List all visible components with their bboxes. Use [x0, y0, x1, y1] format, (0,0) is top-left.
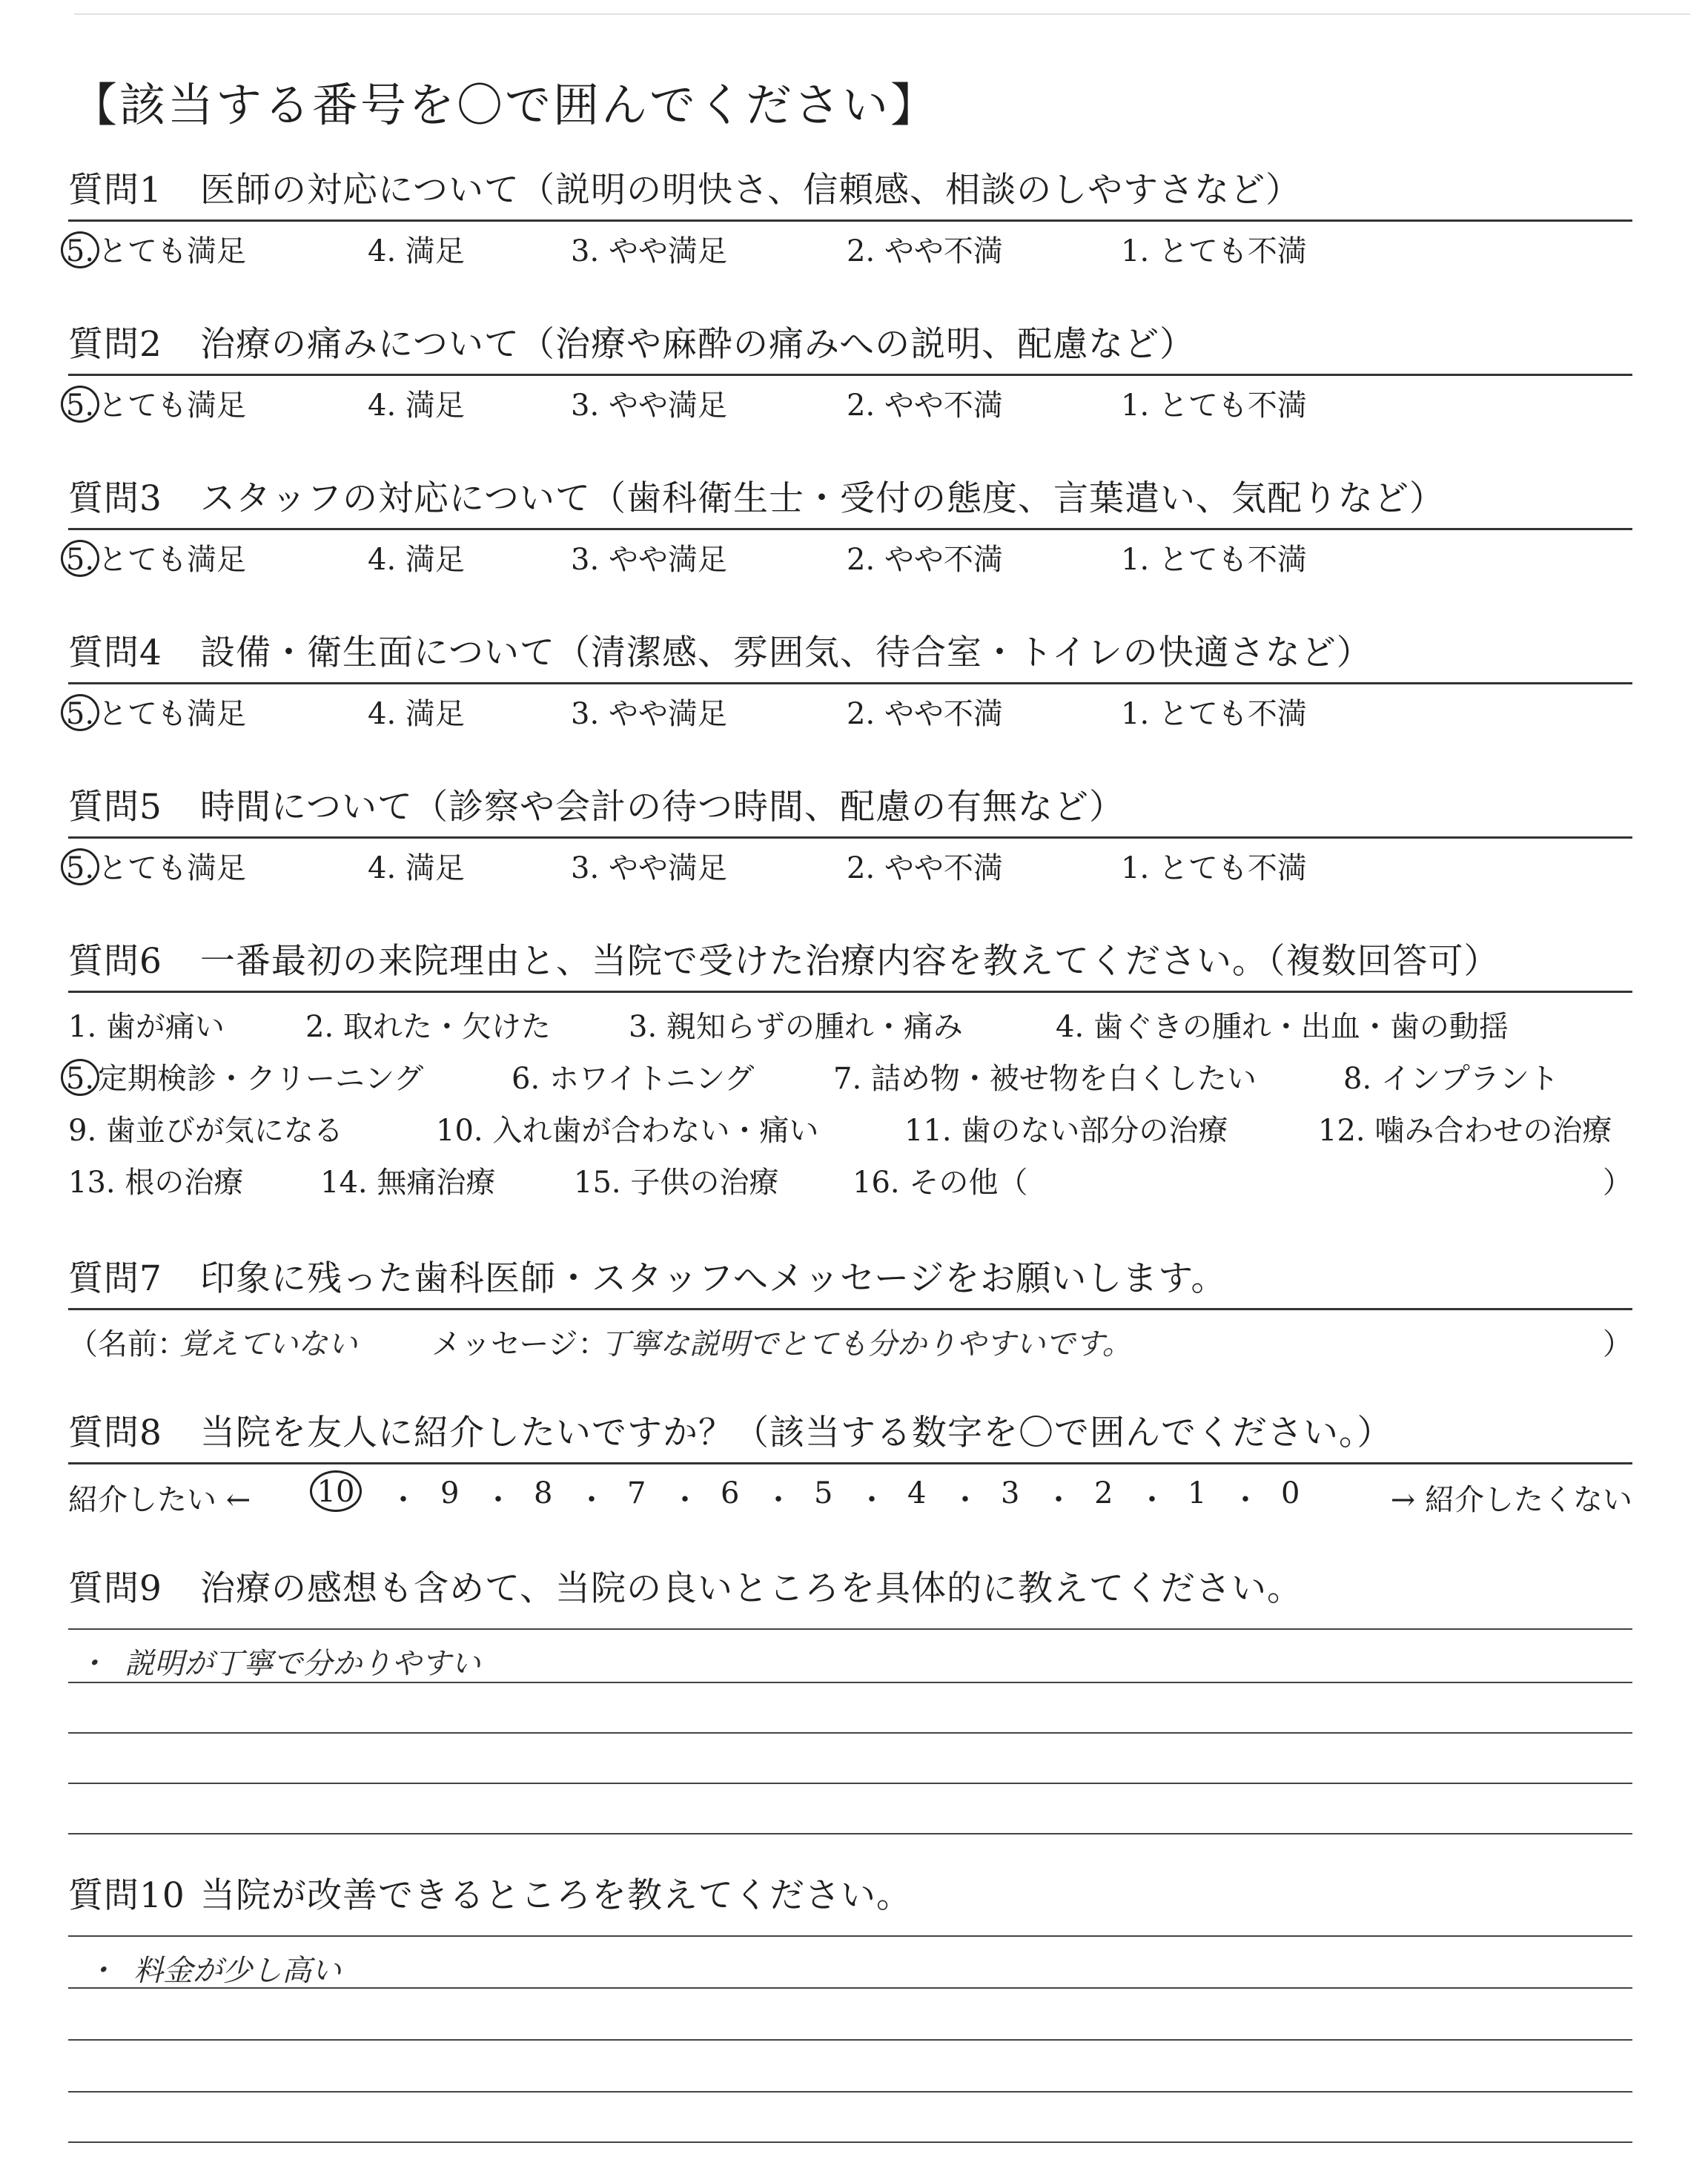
question-5 — [65, 785, 1632, 886]
option-toothache[interactable]: 1. 歯が痛い — [68, 1010, 225, 1044]
question-6 — [65, 939, 1632, 1206]
question-number: 質問7 — [68, 1258, 162, 1299]
scale-value-1[interactable]: 1 — [1188, 1476, 1207, 1510]
option-label: とても満足 — [98, 851, 246, 885]
answer-line — [68, 1783, 1632, 1784]
question-text: 医師の対応について（説明の明快さ、信頼感、相談のしやすさなど） — [200, 170, 1302, 211]
option-dentures[interactable]: 10. 入れ歯が合わない・痛い — [436, 1114, 819, 1148]
question-number: 質問4 — [68, 633, 162, 673]
question-text: 当院を友人に紹介したいですか？（該当する数字を〇で囲んでください。） — [200, 1413, 1393, 1453]
scale-value-6[interactable]: 6 — [721, 1476, 740, 1510]
question-rule — [68, 991, 1632, 993]
option-gum[interactable]: 4. 歯ぐきの腫れ・出血・歯の動揺 — [1056, 1010, 1509, 1044]
question-rule — [68, 528, 1632, 530]
option-1[interactable]: 1. とても不満 — [1121, 697, 1307, 731]
option-1[interactable]: 1. とても不満 — [1121, 851, 1307, 885]
answer-area-q10[interactable] — [68, 1935, 1632, 2158]
question-rule — [68, 219, 1632, 222]
question-text: 当院が改善できるところを教えてください。 — [200, 1875, 912, 1916]
scale-value-3[interactable]: 3 — [1001, 1476, 1020, 1510]
option-alignment[interactable]: 9. 歯並びが気になる — [68, 1114, 343, 1148]
option-row — [68, 999, 1632, 1051]
option-5[interactable] — [65, 690, 246, 733]
question-number: 質問8 — [68, 1413, 162, 1453]
question-8 — [68, 1410, 1632, 1516]
question-rule — [68, 682, 1632, 684]
option-children[interactable]: 15. 子供の治療 — [574, 1166, 779, 1200]
question-number: 質問10 — [68, 1875, 185, 1916]
option-2[interactable]: 2. やや不満 — [847, 697, 1003, 731]
question-number: 質問1 — [68, 170, 162, 211]
form-title: 【該当する番号を〇で囲んでください】 — [71, 78, 939, 132]
message-line — [68, 1315, 1632, 1362]
option-2[interactable]: 2. やや不満 — [847, 851, 1003, 885]
question-text: 印象に残った歯科医師・スタッフへメッセージをお願いします。 — [200, 1258, 1227, 1299]
option-painless[interactable]: 14. 無痛治療 — [320, 1166, 496, 1200]
option-chipped[interactable]: 2. 取れた・欠けた — [305, 1010, 551, 1044]
question-text: 治療の感想も含めて、当院の良いところを具体的に教えてください。 — [200, 1568, 1303, 1609]
option-1[interactable]: 1. とても不満 — [1121, 389, 1307, 423]
question-text: スタッフの対応について（歯科衛生士・受付の態度、言葉遣い、気配りなど） — [200, 478, 1446, 519]
scale-left-label: 紹介したい ← — [68, 1483, 251, 1517]
answer-line — [68, 2091, 1632, 2093]
message-label: メッセージ： — [431, 1327, 608, 1361]
question-4 — [65, 630, 1632, 732]
selected-circle: 5. — [61, 848, 99, 885]
selected-circle: 5. — [61, 386, 99, 423]
option-checkup[interactable] — [65, 1055, 424, 1097]
answer-line — [68, 1935, 1632, 1937]
selected-circle: 5. — [61, 231, 99, 268]
scale-separator: ・ — [483, 1483, 513, 1517]
rating-options — [65, 226, 1632, 269]
scale-separator: ・ — [1137, 1483, 1167, 1517]
question-text: 治療の痛みについて（治療や麻酔の痛みへの説明、配慮など） — [200, 324, 1196, 365]
name-value[interactable]: 覚えていない — [179, 1327, 357, 1361]
option-2[interactable]: 2. やや不満 — [847, 389, 1003, 423]
option-root-canal[interactable]: 13. 根の治療 — [68, 1166, 244, 1200]
answer-text[interactable]: ・ 説明が丁寧で分かりやすい — [77, 1647, 481, 1681]
scale-value-8[interactable]: 8 — [534, 1476, 553, 1510]
option-3[interactable]: 3. やや満足 — [571, 697, 727, 731]
answer-text[interactable]: ・ 料金が少し高い — [86, 1954, 342, 1988]
answer-line — [68, 2039, 1632, 2041]
rating-options — [65, 380, 1632, 423]
question-rule — [68, 374, 1632, 376]
option-row — [68, 1155, 1632, 1206]
question-rule — [68, 1462, 1632, 1464]
question-rule — [68, 836, 1632, 839]
scale-value-2[interactable]: 2 — [1094, 1476, 1113, 1510]
answer-line — [68, 1833, 1632, 1834]
option-1[interactable]: 1. とても不満 — [1121, 543, 1307, 577]
scale-value-0[interactable]: 0 — [1281, 1476, 1300, 1510]
selected-circle: 5. — [61, 540, 99, 577]
option-5[interactable] — [65, 845, 246, 887]
option-5[interactable] — [65, 382, 246, 424]
close-paren: ） — [1603, 1166, 1632, 1200]
answer-line — [68, 1732, 1632, 1734]
scale-value-10[interactable]: 10 — [310, 1470, 362, 1512]
question-number: 質問6 — [68, 941, 162, 982]
scale-separator: ・ — [857, 1483, 887, 1517]
option-label: とても満足 — [98, 234, 246, 268]
answer-line — [68, 1682, 1632, 1683]
answer-area-q9[interactable] — [68, 1628, 1632, 1851]
question-number: 質問2 — [68, 324, 162, 365]
option-missing-teeth[interactable]: 11. 歯のない部分の治療 — [904, 1114, 1228, 1148]
option-4[interactable]: 4. 満足 — [368, 234, 465, 268]
scale-value-9[interactable]: 9 — [440, 1476, 460, 1510]
question-1 — [65, 168, 1632, 269]
option-4[interactable]: 4. 満足 — [368, 543, 465, 577]
option-4[interactable]: 4. 満足 — [368, 697, 465, 731]
question-2 — [65, 322, 1632, 423]
question-number: 質問9 — [68, 1568, 162, 1609]
option-3[interactable]: 3. やや満足 — [571, 851, 727, 885]
option-3[interactable]: 3. やや満足 — [571, 543, 727, 577]
option-1[interactable]: 1. とても不満 — [1121, 234, 1307, 268]
option-5[interactable] — [65, 536, 246, 578]
option-white-fillings[interactable]: 7. 詰め物・被せ物を白くしたい — [833, 1062, 1257, 1096]
question-number: 質問5 — [68, 787, 162, 828]
question-7 — [68, 1256, 1632, 1362]
answer-line — [68, 2141, 1632, 2143]
scale-separator: ・ — [670, 1483, 700, 1517]
name-label: （名前： — [68, 1327, 187, 1361]
scale-separator: ・ — [577, 1483, 606, 1517]
scale-separator: ・ — [950, 1483, 980, 1517]
scale-separator: ・ — [388, 1483, 418, 1517]
message-value[interactable]: 丁寧な説明でとても分かりやすいです。 — [600, 1327, 1132, 1361]
option-2[interactable]: 2. やや不満 — [847, 543, 1003, 577]
option-2[interactable]: 2. やや不満 — [847, 234, 1003, 268]
close-paren: ） — [1603, 1327, 1632, 1361]
rating-options — [65, 689, 1632, 732]
question-9 — [68, 1566, 1632, 1612]
option-label: とても満足 — [98, 543, 246, 577]
question-rule — [68, 1308, 1632, 1310]
option-bite[interactable]: 12. 噛み合わせの治療 — [1318, 1114, 1612, 1148]
option-row — [65, 1051, 1632, 1103]
question-text: 一番最初の来院理由と、当院で受けた治療内容を教えてください。（複数回答可） — [200, 941, 1500, 982]
option-row — [68, 1103, 1632, 1155]
option-implant[interactable]: 8. インプラント — [1343, 1062, 1559, 1096]
option-5[interactable] — [65, 228, 246, 270]
option-4[interactable]: 4. 満足 — [368, 851, 465, 885]
option-label: とても満足 — [98, 389, 246, 423]
option-4[interactable]: 4. 満足 — [368, 389, 465, 423]
question-text: 設備・衛生面について（清潔感、雰囲気、待合室・トイレの快適さなど） — [200, 633, 1372, 673]
option-label: とても満足 — [98, 697, 246, 731]
option-other[interactable]: 16. その他（ — [853, 1166, 1028, 1200]
question-text: 時間について（診察や会計の待つ時間、配慮の有無など） — [200, 787, 1125, 828]
option-3[interactable]: 3. やや満足 — [571, 389, 727, 423]
rating-options — [65, 843, 1632, 886]
option-whitening[interactable]: 6. ホワイトニング — [512, 1062, 755, 1096]
answer-line — [68, 1987, 1632, 1989]
scale-value-4[interactable]: 4 — [907, 1476, 927, 1510]
rating-options — [65, 535, 1632, 578]
option-3[interactable]: 3. やや満足 — [571, 234, 727, 268]
question-number: 質問3 — [68, 478, 162, 519]
scale-value-5[interactable]: 5 — [814, 1476, 833, 1510]
recommend-scale — [68, 1469, 1632, 1516]
option-wisdom-tooth[interactable]: 3. 親知らずの腫れ・痛み — [629, 1010, 963, 1044]
scale-separator: ・ — [1044, 1483, 1073, 1517]
question-3 — [65, 476, 1632, 578]
option-label: 定期検診・クリーニング — [98, 1062, 424, 1096]
selected-circle: 5. — [61, 694, 99, 731]
question-10 — [68, 1873, 1632, 1919]
scale-right-label: → 紹介したくない — [1390, 1483, 1632, 1517]
treatment-options — [65, 999, 1632, 1206]
scale-separator: ・ — [1231, 1483, 1260, 1517]
scale-value-7[interactable]: 7 — [627, 1476, 646, 1510]
selected-circle: 5. — [61, 1059, 99, 1096]
scale-separator: ・ — [764, 1483, 793, 1517]
answer-line — [68, 1628, 1632, 1630]
scan-edge-line — [74, 13, 1690, 15]
